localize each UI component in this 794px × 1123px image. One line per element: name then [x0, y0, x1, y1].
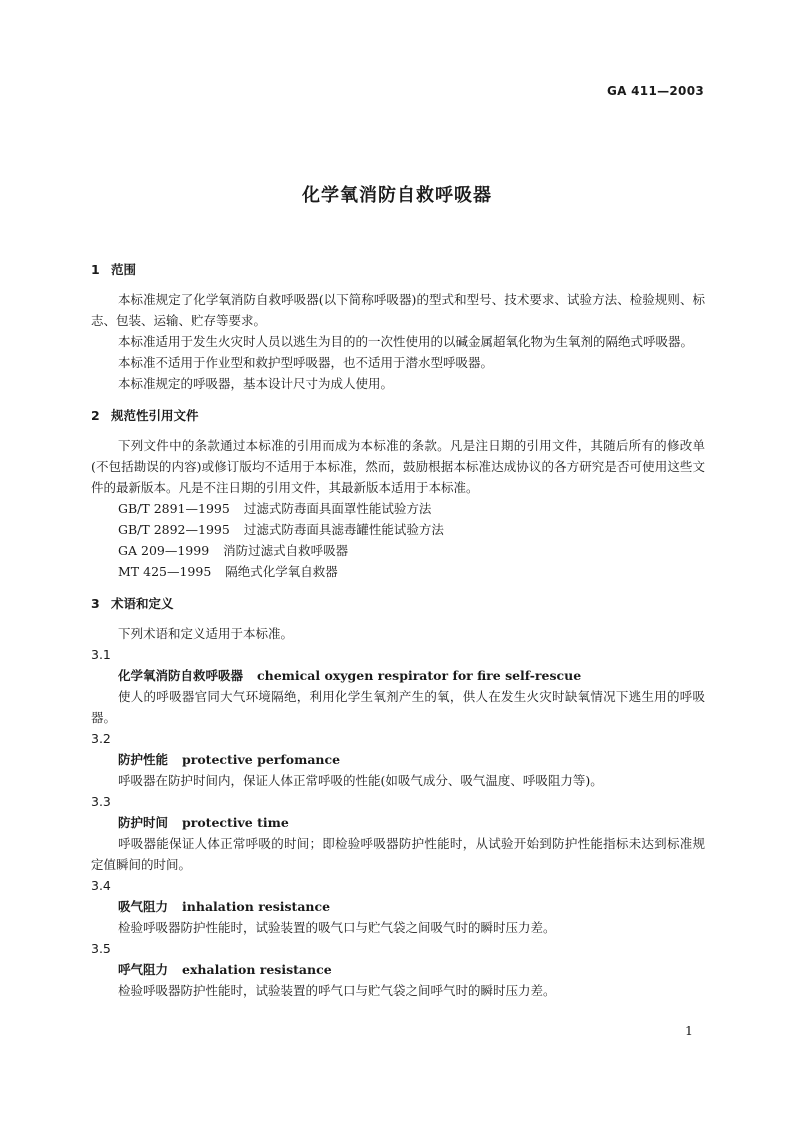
paragraph: 下列文件中的条款通过本标准的引用而成为本标准的条款。凡是注日期的引用文件，其随后所有的修改单(不包括勘误的内容)或修订版均不适用于本标准，然而，鼓励根据本标准达成协议的各方研究是否可使用这些文件的最新版本。凡是不注日期的引用文件，其最新版本适用于本标准。 — [91, 438, 705, 495]
reference-code: GA 209—1999 — [118, 543, 210, 558]
clause-number: 3.4 — [91, 878, 111, 893]
term-chinese: 化学氧消防自救呼吸器 — [118, 668, 244, 683]
reference-item — [91, 498, 705, 519]
clause-number: 3.3 — [91, 794, 111, 809]
reference-code: MT 425—1995 — [118, 564, 212, 579]
clause-number: 3.1 — [91, 647, 111, 662]
reference-code: GB/T 2892—1995 — [118, 522, 230, 537]
section-number: 3 — [91, 596, 100, 611]
section-title: 规范性引用文件 — [111, 408, 199, 423]
reference-title: 过滤式防毒面具面罩性能试验方法 — [243, 501, 432, 516]
document-title: 化学氧消防自救呼吸器 — [302, 185, 492, 206]
section-title: 范围 — [111, 262, 137, 277]
section-number: 2 — [91, 408, 100, 423]
paragraph: 本标准规定了化学氧消防自救呼吸器(以下简称呼吸器)的型式和型号、技术要求、试验方法、检验规则、标志、包装、运输、贮存等要求。 — [91, 292, 705, 328]
term-entry — [91, 812, 705, 833]
reference-item — [91, 519, 705, 540]
term-entry — [91, 896, 705, 917]
term-definition: 检验呼吸器防护性能时，试验装置的吸气口与贮气袋之间吸气时的瞬时压力差。 — [118, 920, 556, 935]
term-definition: 使人的呼吸器官同大气环境隔绝，利用化学生氧剂产生的氧，供人在发生火灾时缺氧情况下逃生用的呼吸器。 — [91, 689, 705, 725]
section-title: 术语和定义 — [111, 596, 174, 611]
paragraph: 本标准不适用于作业型和救护型呼吸器，也不适用于潜水型呼吸器。 — [118, 355, 494, 370]
page-number: 1 — [685, 1023, 693, 1038]
reference-title: 过滤式防毒面具滤毒罐性能试验方法 — [243, 522, 444, 537]
term-entry — [91, 749, 705, 770]
term-english: inhalation resistance — [182, 899, 331, 914]
reference-code: GB/T 2891—1995 — [118, 501, 230, 516]
term-english: exhalation resistance — [182, 962, 332, 977]
document-body — [91, 259, 705, 1001]
section-2-heading — [91, 405, 705, 426]
standard-number: GA 411—2003 — [606, 84, 704, 98]
reference-item — [91, 561, 705, 582]
term-entry — [91, 959, 705, 980]
clause-number: 3.5 — [91, 941, 111, 956]
term-english: protective time — [182, 815, 289, 830]
reference-title: 隔绝式化学氧自救器 — [225, 564, 338, 579]
term-chinese: 吸气阻力 — [118, 899, 169, 914]
term-definition: 检验呼吸器防护性能时，试验装置的呼气口与贮气袋之间呼气时的瞬时压力差。 — [118, 983, 556, 998]
paragraph: 本标准适用于发生火灾时人员以逃生为目的的一次性使用的以碱金属超氧化物为生氧剂的隔绝式呼吸器。 — [118, 334, 694, 349]
reference-item — [91, 540, 705, 561]
term-chinese: 防护性能 — [118, 752, 169, 767]
clause-number: 3.2 — [91, 731, 111, 746]
paragraph: 本标准规定的呼吸器，基本设计尺寸为成人使用。 — [118, 376, 394, 391]
section-number: 1 — [91, 262, 100, 277]
term-definition: 呼吸器在防护时间内，保证人体正常呼吸的性能(如吸气成分、吸气温度、呼吸阻力等)。 — [118, 773, 603, 788]
paragraph: 下列术语和定义适用于本标准。 — [118, 626, 294, 641]
term-definition: 呼吸器能保证人体正常呼吸的时间；即检验呼吸器防护性能时，从试验开始到防护性能指标未达到标准规定值瞬间的时间。 — [91, 836, 705, 872]
term-entry — [91, 665, 705, 686]
term-chinese: 呼气阻力 — [118, 962, 169, 977]
term-english: protective perfomance — [182, 752, 341, 767]
term-english: chemical oxygen respirator for fire self-rescue — [257, 668, 582, 683]
section-1-heading — [91, 259, 705, 280]
reference-title: 消防过滤式自救呼吸器 — [223, 543, 349, 558]
section-3-heading — [91, 593, 705, 614]
term-chinese: 防护时间 — [118, 815, 169, 830]
